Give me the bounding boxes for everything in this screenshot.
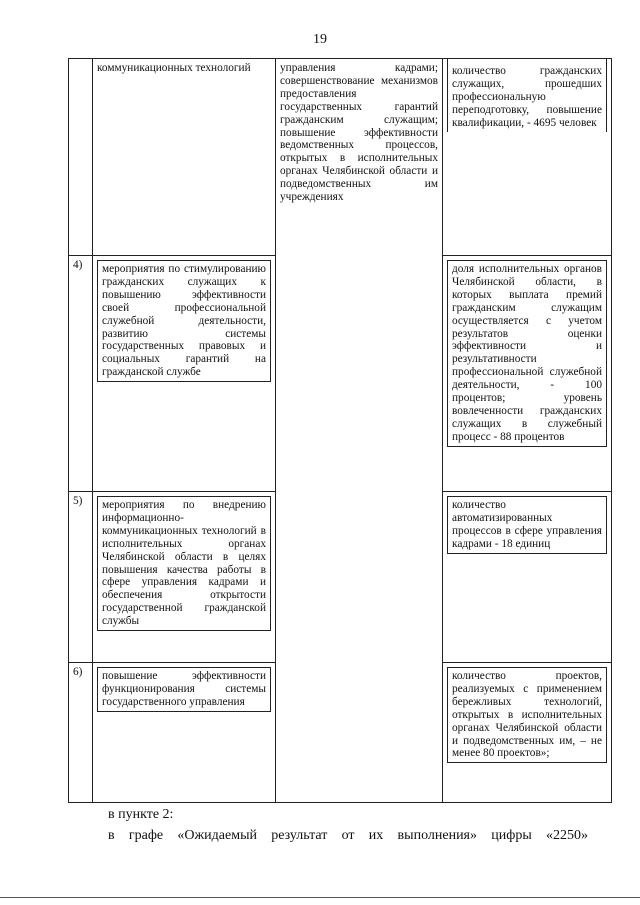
measure-cell bbox=[93, 256, 276, 492]
result-text: количество проектов, реализуемых с применением бережливых технологий, открытых в исполнительных органах Челябинской области и подведомственных им, – не менее 80 проектов»; bbox=[452, 670, 602, 760]
task-cell bbox=[276, 663, 443, 803]
measure-cell bbox=[93, 663, 276, 803]
measure-text: мероприятия по внедрению информационно-коммуникационных технологий в исполнительных органах Челябинской области в целях повышения качества работы в сфере управления кадрами и обеспечения открытости государственной гражданской службы bbox=[102, 499, 266, 628]
result-text: количество гражданских служащих, прошедших профессиональную переподготовку, повышение квалификации, - 4695 человек bbox=[452, 65, 602, 129]
result-cell bbox=[443, 59, 612, 256]
result-cell bbox=[443, 256, 612, 492]
task-cell bbox=[276, 256, 443, 492]
page-bottom-divider bbox=[0, 897, 640, 898]
task-cell bbox=[276, 59, 443, 256]
row-number: 4) bbox=[69, 256, 93, 492]
paragraph-point-2: в пункте 2: bbox=[108, 807, 174, 822]
measure-text: коммуникационных технологий bbox=[97, 62, 251, 74]
row-number: 6) bbox=[69, 663, 93, 803]
table-row bbox=[69, 256, 612, 492]
result-text: доля исполнительных органов Челябинской области, в которых выплата премий гражданским служащим осуществляется с учетом результатов оценки эффективности и результативности профессиональной служебной деятельности, - 100 процентов; уровень вовлеченности гражданских служащих в служебный процесс - 88 процентов bbox=[452, 263, 602, 443]
measures-table bbox=[68, 58, 612, 803]
task-text: управления кадрами; совершенствование механизмов предоставления государственных гарантий гражданским служащим; повышение эффективности ведомственных процессов, открытых в исполнительных органах Челябинской области и подведомственных им учреждениях bbox=[280, 62, 438, 204]
page-number: 19 bbox=[313, 32, 327, 47]
measure-cell bbox=[93, 492, 276, 663]
table-row bbox=[69, 492, 612, 663]
paragraph-column-change: в графе «Ожидаемый результат от их выполнения» цифры «2250» bbox=[108, 828, 588, 843]
row-number: 5) bbox=[69, 492, 93, 663]
measure-cell bbox=[93, 59, 276, 256]
result-text: количество автоматизированных процессов в сфере управления кадрами - 18 единиц bbox=[452, 499, 602, 550]
result-cell bbox=[443, 663, 612, 803]
measure-text: повышение эффективности функционирования системы государственного управления bbox=[102, 670, 266, 708]
table-row bbox=[69, 59, 612, 256]
task-cell bbox=[276, 492, 443, 663]
table-row bbox=[69, 663, 612, 803]
row-number bbox=[69, 59, 93, 256]
result-cell bbox=[443, 492, 612, 663]
measure-text: мероприятия по стимулированию гражданских служащих к повышению эффективности своей профессиональной служебной деятельности, развитию системы государственных правовых и социальных гарантий на гражданской службе bbox=[102, 263, 266, 379]
